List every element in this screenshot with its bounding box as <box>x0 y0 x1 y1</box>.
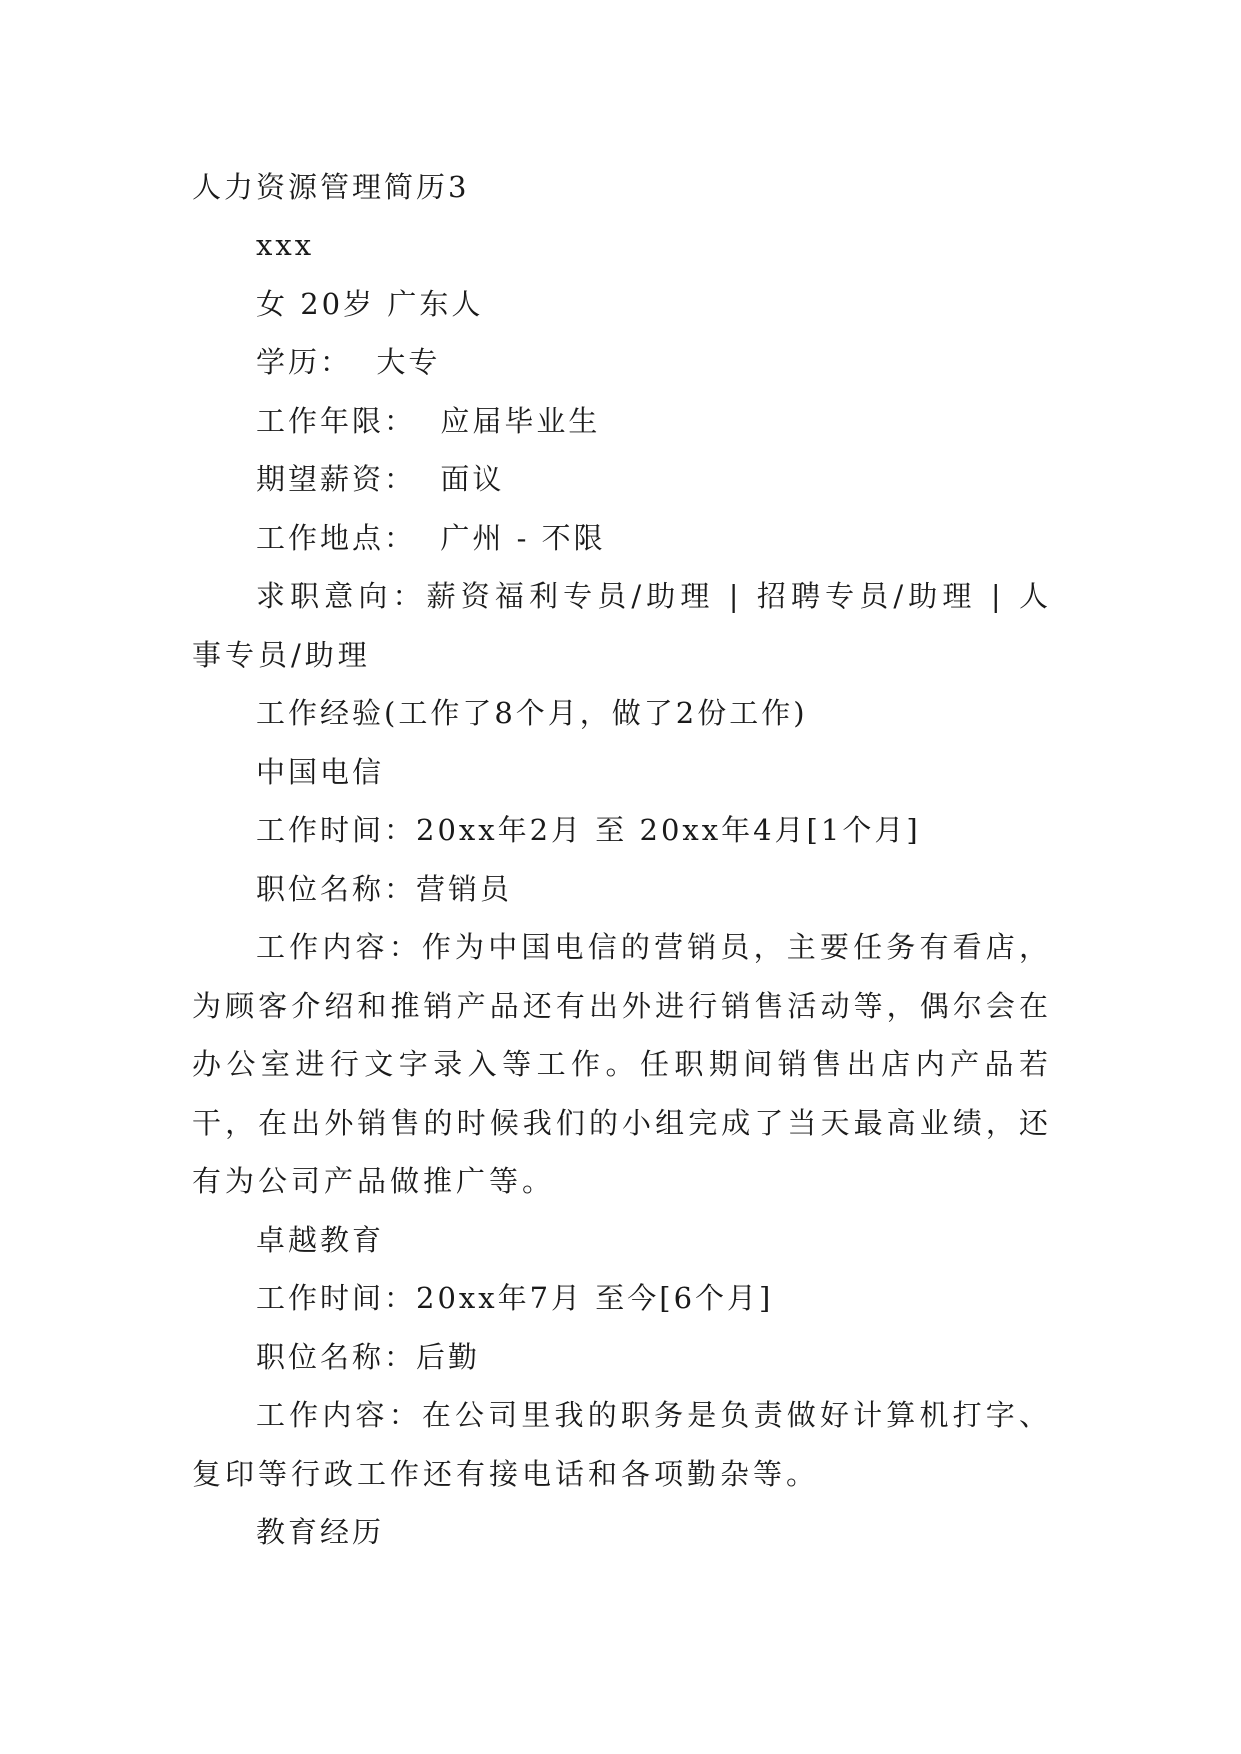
job-position: 职位名称：后勤 <box>256 1339 481 1374</box>
basic-info: 女 20岁 广东人 <box>256 286 484 321</box>
job-company: 卓越教育 <box>256 1222 385 1257</box>
work-years: 工作年限： 应届毕业生 <box>256 403 601 438</box>
job-content: 工作内容：作为中国电信的营销员，主要任务有看店，为顾客介绍和推销产品还有出外进行销售活动等，偶尔会在办公室进行文字录入等工作。任职期间销售出店内产品若干，在出外销售的时候我们的小组完成了当天最高业绩，还有为公司产品做推广等。 <box>192 930 1052 1198</box>
work-experience-heading: 工作经验(工作了8个月，做了2份工作) <box>256 696 808 730</box>
job-content: 工作内容：在公司里我的职务是负责做好计算机打字、复印等行政工作还有接电话和各项勤杂等。 <box>192 1398 1052 1491</box>
education-level: 学历： 大专 <box>256 345 441 379</box>
candidate-name: xxx <box>256 228 315 262</box>
job-time: 工作时间：20xx年2月 至 20xx年4月[1个月] <box>256 813 921 847</box>
job-position: 职位名称：营销员 <box>256 871 513 906</box>
job-intention: 求职意向：薪资福利专员/助理 | 招聘专员/助理 | 人事专员/助理 <box>192 579 1052 672</box>
work-location: 工作地点： 广州 - 不限 <box>256 520 606 555</box>
resume-page <box>192 158 1052 1562</box>
job-company: 中国电信 <box>256 754 385 789</box>
job-time: 工作时间：20xx年7月 至今[6个月] <box>256 1281 774 1315</box>
expected-salary: 期望薪资： 面议 <box>256 462 505 496</box>
education-heading: 教育经历 <box>256 1515 385 1549</box>
document-title: 人力资源管理简历3 <box>192 170 470 204</box>
